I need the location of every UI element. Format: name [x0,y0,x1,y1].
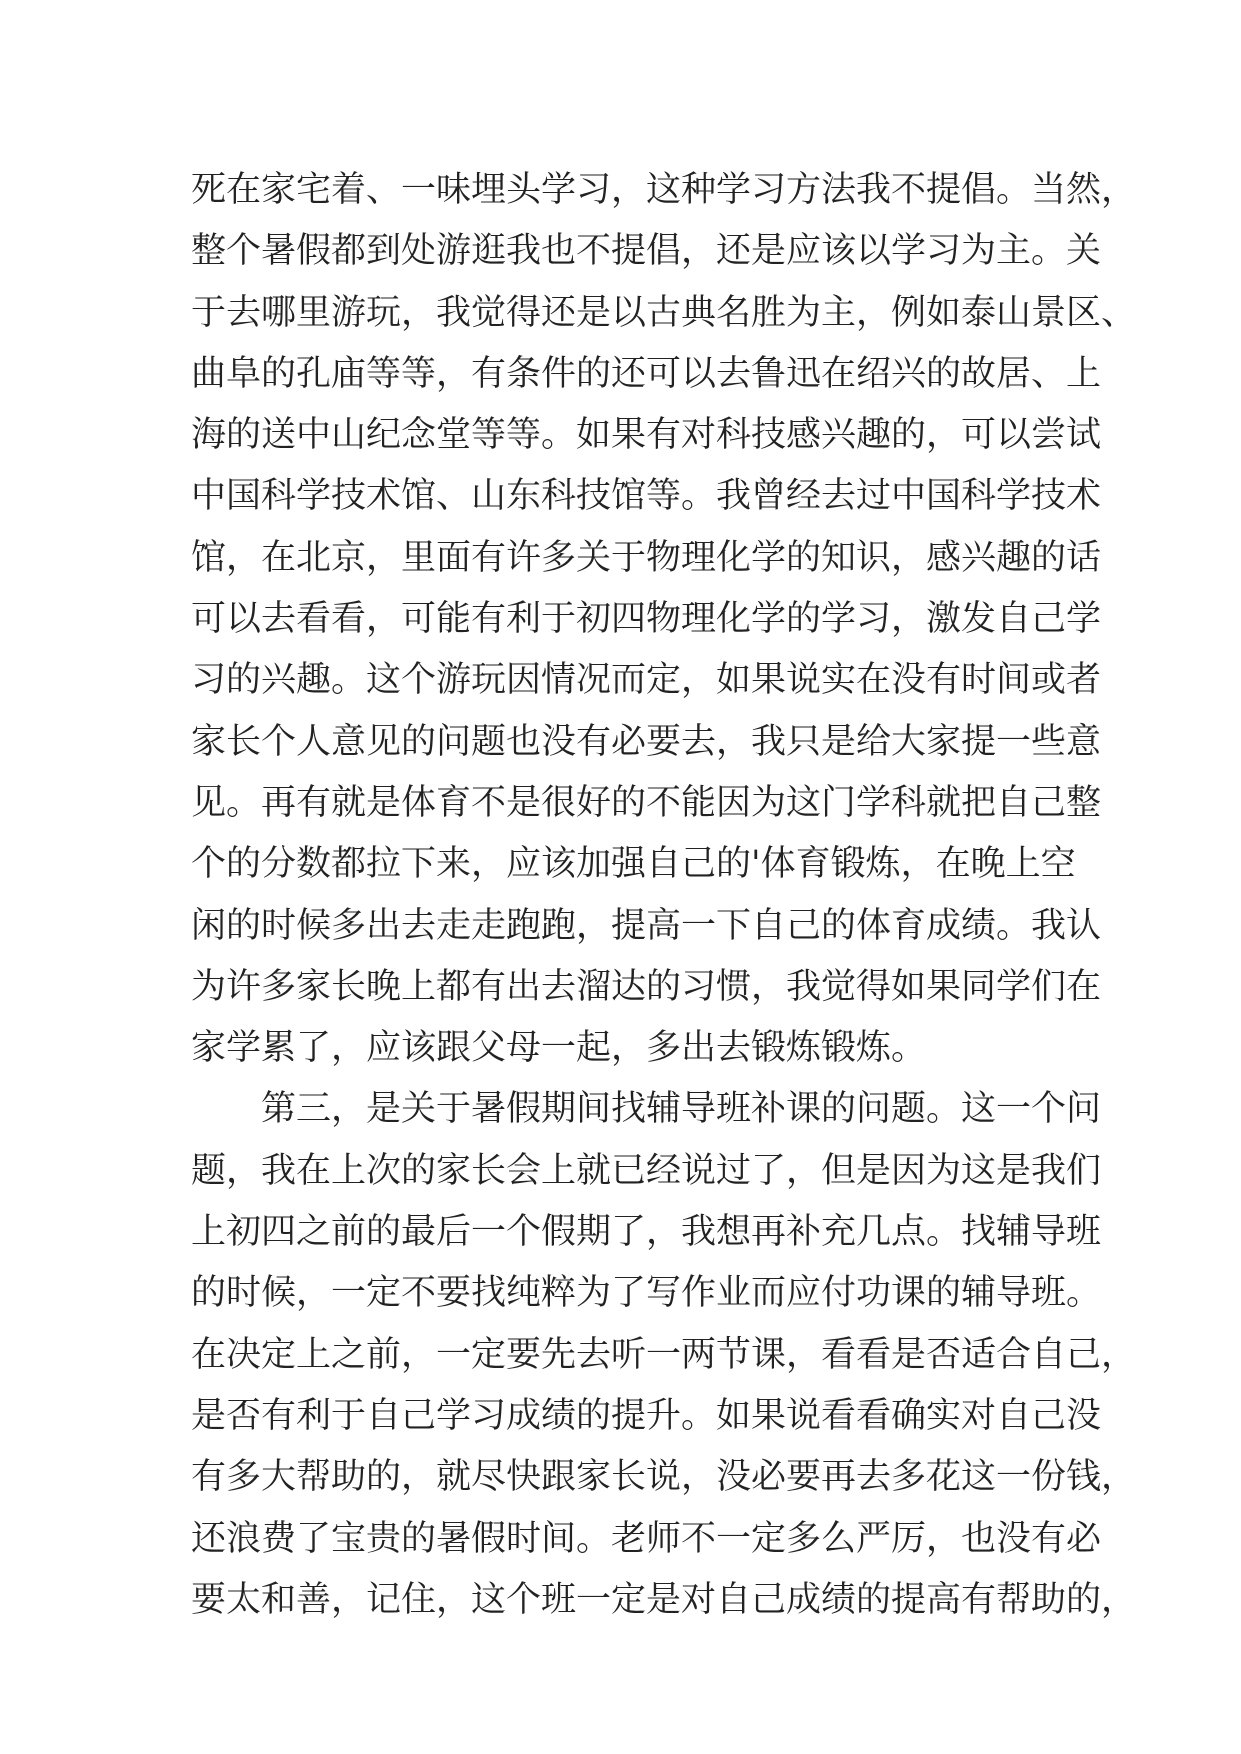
text-line: 闲的时候多出去走走跑跑，提高一下自己的体育成绩。我认 [191,905,1102,946]
text-line: 为许多家长晚上都有出去溜达的习惯，我觉得如果同学们在 [191,966,1102,1007]
text-line: 还浪费了宝贵的暑假时间。老师不一定多么严厉，也没有必 [191,1518,1102,1559]
text-line: 要太和善，记住，这个班一定是对自己成绩的提高有帮助的， [191,1579,1137,1620]
text-line: 于去哪里游玩，我觉得还是以古典名胜为主，例如泰山景区、 [191,292,1137,333]
text-line: 有多大帮助的，就尽快跟家长说，没必要再去多花这一份钱， [191,1457,1137,1498]
text-line: 题，我在上次的家长会上就已经说过了，但是因为这是我们 [191,1150,1102,1191]
text-line: 死在家宅着、一味埋头学习，这种学习方法我不提倡。当然， [191,170,1137,210]
text-line: 馆，在北京，里面有许多关于物理化学的知识，感兴趣的话 [191,537,1102,578]
text-line: 在决定上之前，一定要先去听一两节课，看看是否适合自己， [191,1334,1137,1375]
text-line: 可以去看看，可能有利于初四物理化学的学习，激发自己学 [191,599,1102,640]
text-line: 曲阜的孔庙等等，有条件的还可以去鲁迅在绍兴的故居、上 [191,353,1102,394]
text-line: 是否有利于自己学习成绩的提升。如果说看看确实对自己没 [191,1395,1102,1436]
paragraph-end-line: 家学累了，应该跟父母一起，多出去锻炼锻炼。 [191,1028,927,1069]
text-line: 的时候，一定不要找纯粹为了写作业而应付功课的辅导班。 [191,1273,1102,1314]
text-line: 见。再有就是体育不是很好的不能因为这门学科就把自己整 [191,782,1102,823]
text-line: 上初四之前的最后一个假期了，我想再补充几点。找辅导班 [191,1212,1102,1253]
paragraph-start-line: 第三，是关于暑假期间找辅导班补课的问题。这一个问 [261,1089,1102,1130]
body-text [191,160,1137,1631]
text-line: 中国科学技术馆、山东科技馆等。我曾经去过中国科学技术 [191,476,1102,517]
text-line: 习的兴趣。这个游玩因情况而定，如果说实在没有时间或者 [191,660,1102,701]
text-line: 家长个人意见的问题也没有必要去，我只是给大家提一些意 [191,721,1102,762]
text-line: 整个暑假都到处游逛我也不提倡，还是应该以学习为主。关 [191,231,1102,272]
text-line: 个的分数都拉下来，应该加强自己的'体育锻炼，在晚上空 [191,844,1076,885]
text-line: 海的送中山纪念堂等等。如果有对科技感兴趣的，可以尝试 [191,415,1102,456]
